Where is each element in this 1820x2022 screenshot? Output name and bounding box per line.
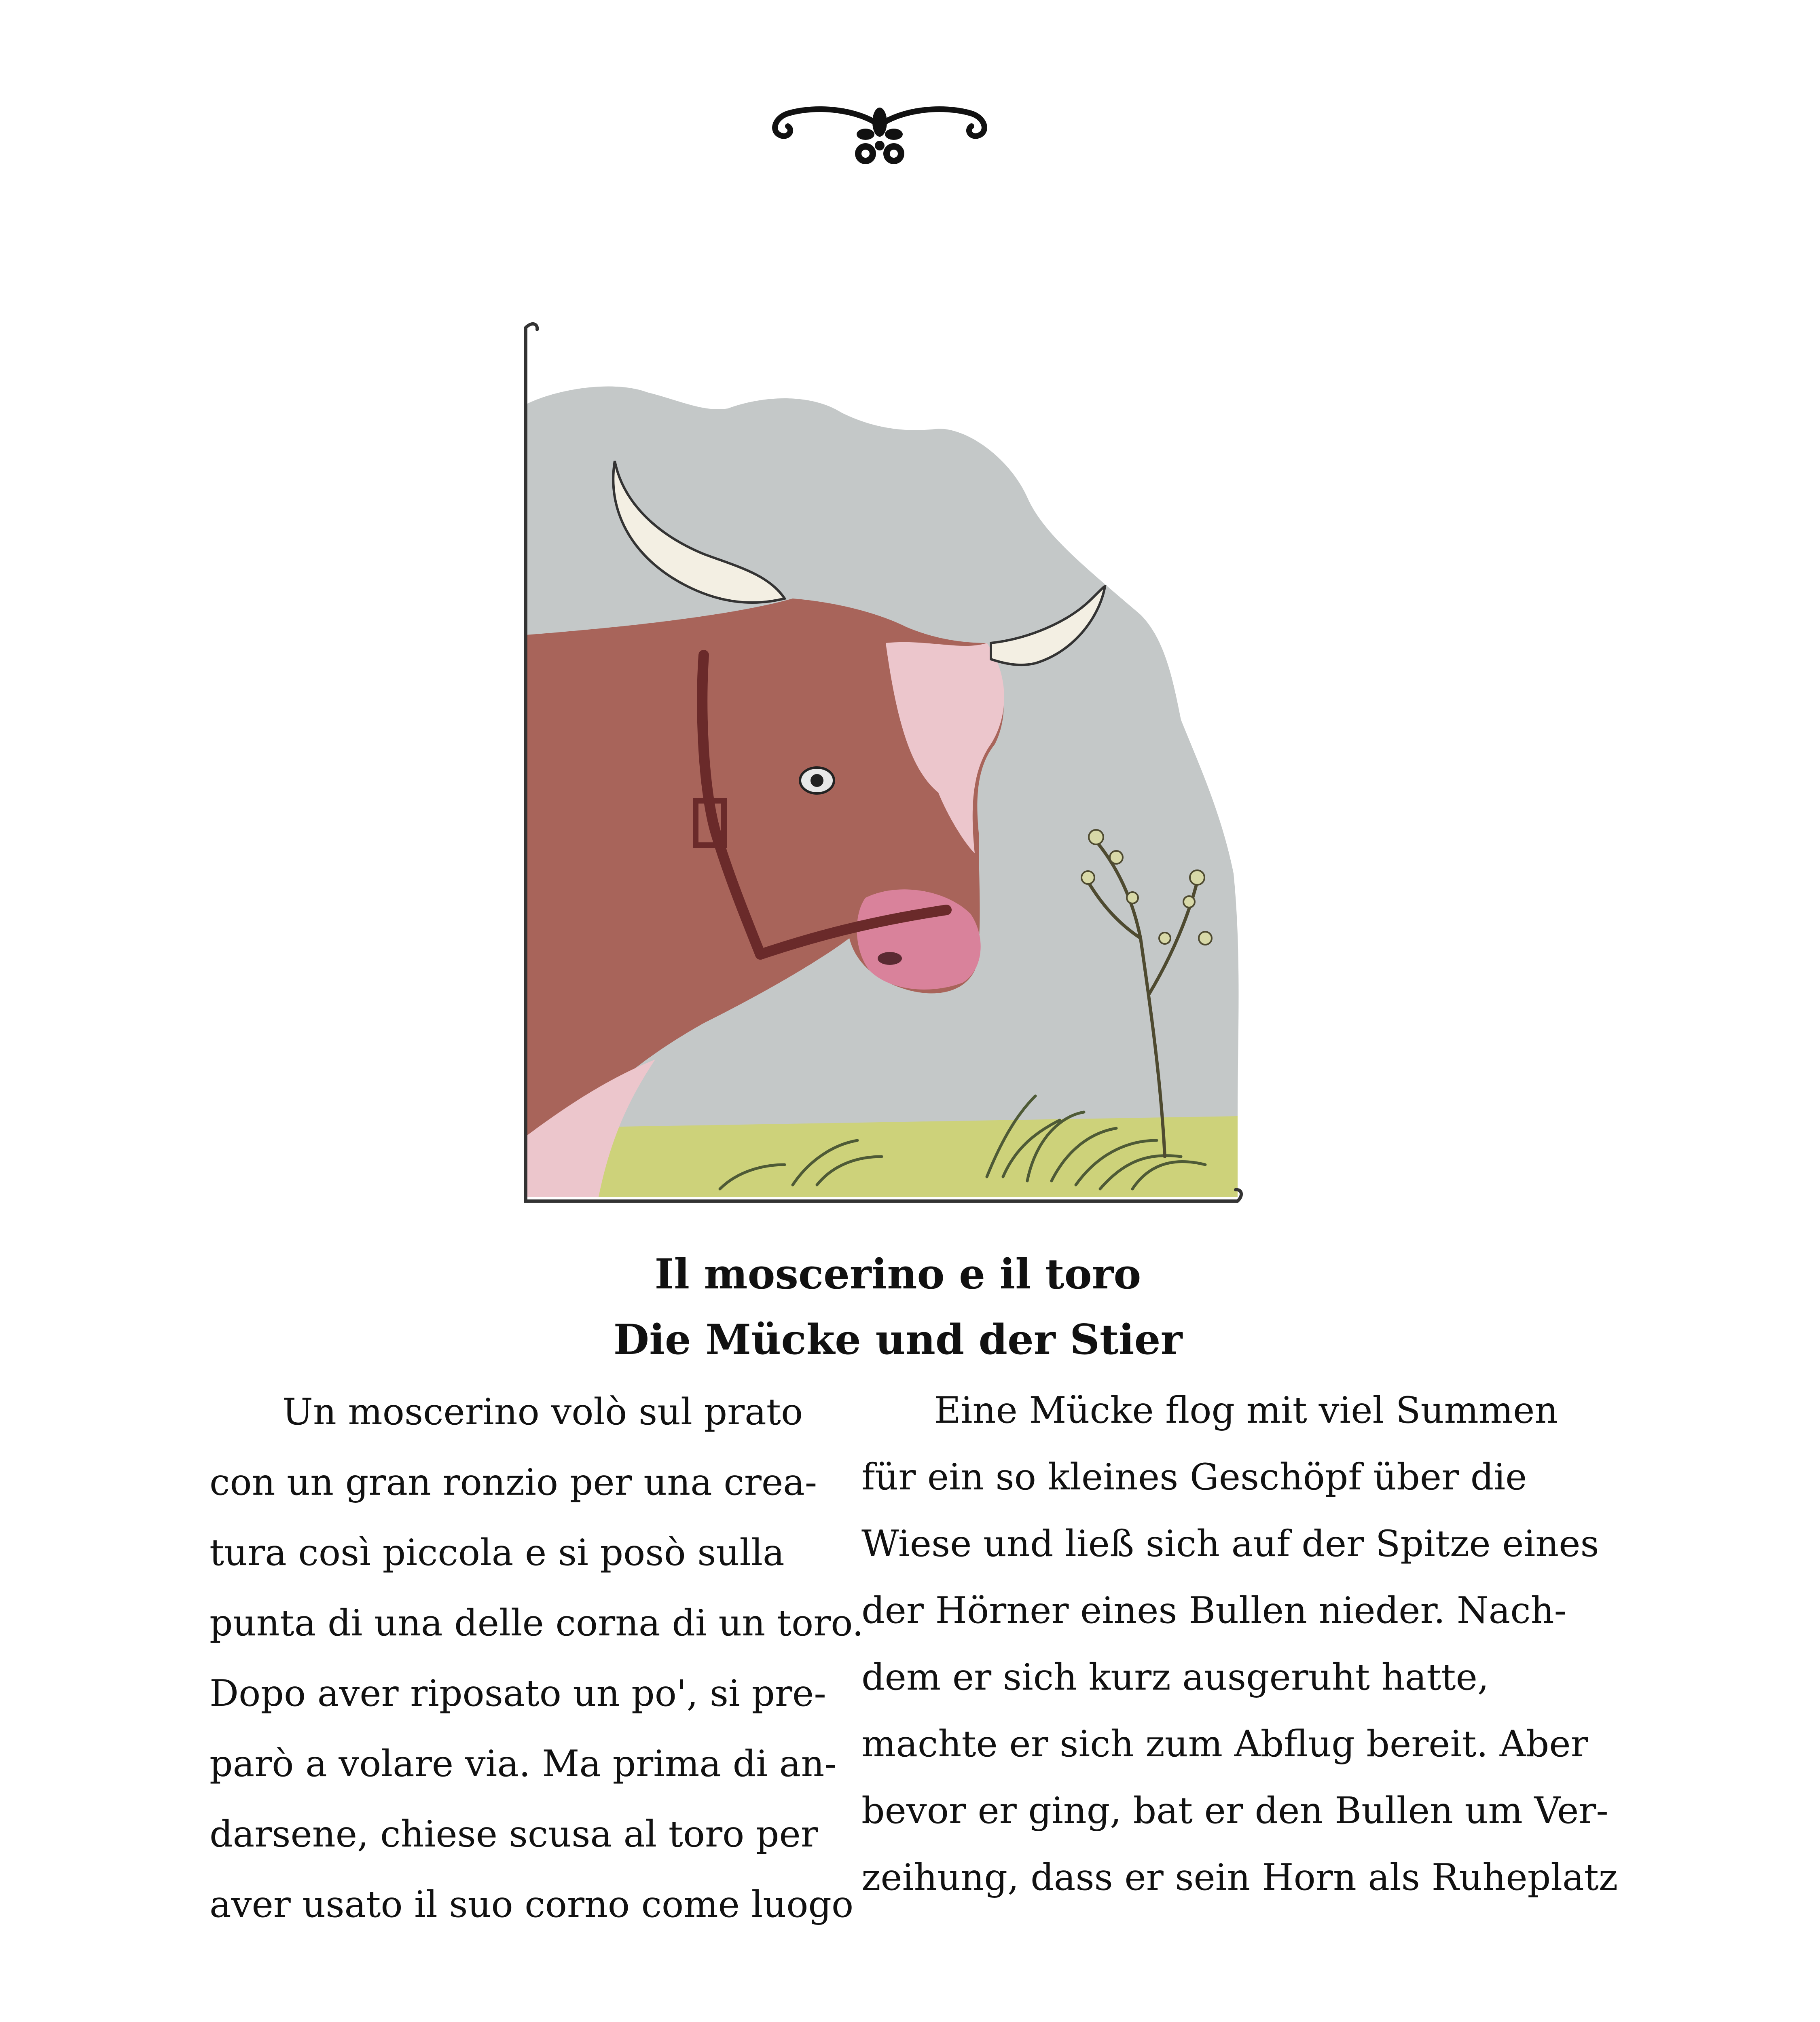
german-line: zeihung, dass er sein Horn als Ruheplatz — [861, 1856, 1618, 1899]
german-line: der Hörner eines Bullen nieder. Nach- — [861, 1589, 1567, 1632]
german-line: machte er sich zum Abflug bereit. Aber — [861, 1723, 1588, 1765]
german-text-column — [861, 1377, 1618, 1911]
italian-line: Un moscerino volò sul prato — [282, 1391, 803, 1433]
german-line: für ein so kleines Geschöpf über die — [861, 1456, 1527, 1498]
german-line: bevor er ging, bat er den Bullen um Ver- — [861, 1789, 1608, 1832]
italian-line: punta di una delle corna di un toro. — [210, 1602, 864, 1644]
italian-line: Dopo aver riposato un po', si pre- — [210, 1672, 826, 1715]
italian-line: parò a volare via. Ma prima di an- — [210, 1743, 837, 1785]
german-line: dem er sich kurz ausgeruht hatte, — [861, 1656, 1489, 1698]
italian-line: aver usato il suo corno come luogo — [210, 1883, 854, 1926]
title-german: Die Mücke und der Stier — [613, 1316, 1183, 1364]
italian-text-column — [210, 1377, 864, 1940]
fable-title-block — [0, 1242, 1796, 1373]
german-line: Eine Mücke flog mit viel Summen — [934, 1389, 1558, 1432]
title-italian: Il moscerino e il toro — [654, 1250, 1141, 1299]
italian-line: darsene, chiese scusa al toro per — [210, 1813, 818, 1855]
ornamental-scroll-icon — [764, 97, 995, 174]
german-line: Wiese und ließ sich auf der Spitze eines — [861, 1523, 1599, 1565]
italian-line: tura così piccola e si posò sulla — [210, 1531, 785, 1574]
bull-nostril — [878, 952, 902, 965]
bull-illustration — [510, 307, 1270, 1221]
italian-line: con un gran ronzio per una crea- — [210, 1461, 817, 1504]
